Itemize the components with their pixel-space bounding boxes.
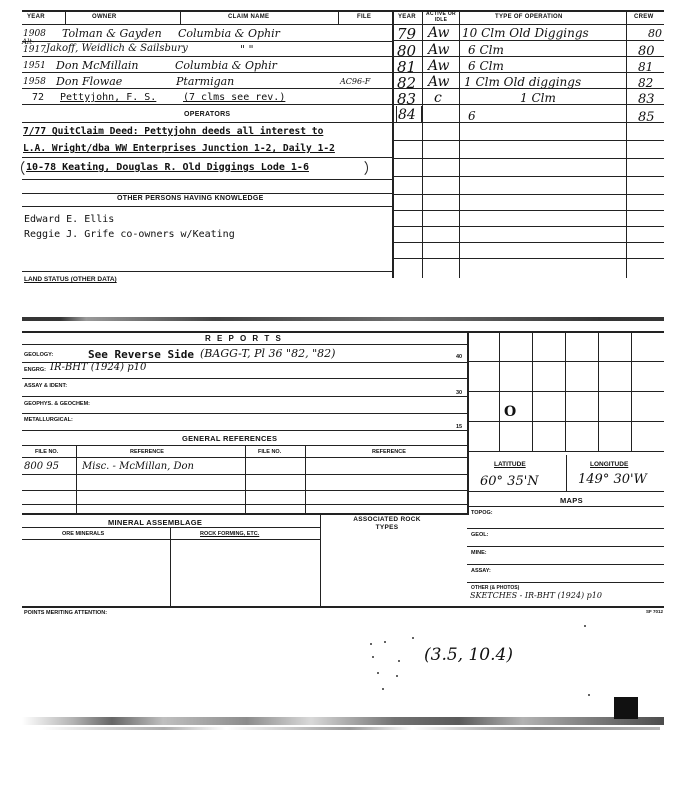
owner-row-2-owner: Jakoff, Weidlich & Sailsbury	[46, 43, 188, 54]
owner-row-3-owner: Don McMillain	[56, 59, 139, 72]
refs-header-reference-1: REFERENCE	[130, 449, 164, 455]
others-person-2: Reggie J. Grife co-owners w/Keating	[24, 229, 235, 240]
scan-band-bottom-2	[40, 727, 660, 730]
refs-row-1-file: 800 95	[24, 461, 59, 472]
geophys-geochem-label: GEOPHYS. & GEOCHEM:	[24, 401, 91, 407]
header-crew: CREW	[634, 14, 654, 20]
form-code: SF 7012	[646, 609, 664, 614]
activity-row-5-active: c	[434, 90, 442, 106]
owner-row-5-owner: Pettyjohn, F. S.	[60, 92, 157, 103]
engrg-value: IR-BHT (1924) p10	[50, 362, 147, 373]
activity-row-5-year: 83	[397, 90, 417, 108]
owner-row-4-year: 1958	[23, 77, 46, 87]
maps-title: MAPS	[560, 496, 583, 505]
associated-rock-types: ASSOCIATED ROCK TYPES	[353, 516, 421, 531]
reports-title: R E P O R T S	[205, 334, 283, 343]
owner-row-3-claim: Columbia & Ophir	[175, 59, 277, 72]
activity-row-4-type: 1 Clm Old diggings	[464, 75, 582, 89]
activity-row-2-active: Aw	[428, 42, 450, 58]
geology-value: See Reverse Side	[88, 348, 194, 361]
refs-row-1-reference: Misc. - McMillan, Don	[82, 461, 194, 472]
maps-geol: GEOL:	[471, 532, 489, 538]
activity-row-2-crew: 80	[638, 44, 655, 59]
grid-mark: O	[504, 404, 517, 420]
others-label: OTHER PERSONS HAVING KNOWLEDGE	[117, 195, 264, 202]
mineral-assemblage-title: MINERAL ASSEMBLAGE	[108, 518, 203, 527]
activity-row-3-year: 81	[397, 58, 417, 76]
owner-row-4-claim: Ptarmigan	[176, 75, 235, 88]
maps-other-value: SKETCHES - IR-BHT (1924) p10	[470, 591, 602, 600]
owner-row-1-year: 1908	[23, 29, 46, 39]
refs-header-file-2: FILE NO.	[258, 449, 282, 455]
owner-row-1-owner: Tolman & Gayden	[62, 27, 162, 40]
header-type-of-operation: TYPE OF OPERATION	[495, 14, 563, 20]
header-claim-name: CLAIM NAME	[228, 14, 270, 20]
operators-line-2: L.A. Wright/dba WW Enterprises Junction 1-2, Daily 1-2	[23, 143, 335, 154]
owner-row-1-claim: Columbia & Ophir	[178, 27, 280, 40]
maps-mine: MINE:	[471, 550, 487, 556]
owner-row-4-file: AC96-F	[340, 77, 371, 86]
activity-row-5-type: 1 Clm	[520, 91, 556, 105]
ore-minerals-label: ORE MINERALS	[62, 531, 105, 537]
engrg-label: ENGRG:	[24, 367, 46, 373]
activity-row-2-type: 6 Clm	[468, 43, 504, 57]
activity-row-4-crew: 82	[638, 76, 654, 90]
owner-row-2-claim: " "	[240, 43, 254, 56]
latitude-value: 60° 35'N	[480, 474, 539, 489]
header-owner: OWNER	[92, 14, 117, 20]
scan-band-top	[22, 317, 664, 321]
metallurgical-label: METALLURGICAL:	[24, 417, 73, 423]
land-status-label: LAND STATUS (OTHER DATA)	[24, 276, 117, 283]
activity-row-6-crew: 85	[638, 110, 655, 125]
margin-number-15: 15	[456, 424, 463, 430]
header-year: YEAR	[27, 14, 45, 20]
longitude-value: 149° 30'W	[578, 472, 647, 487]
activity-row-1-year: 79	[397, 25, 417, 43]
coordinate-note: (3.5, 10.4)	[424, 645, 513, 665]
activity-row-3-active: Aw	[428, 58, 450, 74]
activity-row-3-crew: 81	[638, 60, 654, 74]
others-person-1: Edward E. Ellis	[24, 214, 115, 225]
activity-row-5-crew: 83	[638, 92, 655, 107]
maps-assay: ASSAY:	[471, 568, 491, 574]
maps-other: OTHER (& PHOTOS)	[471, 585, 520, 591]
owner-row-5-claim: (7 clms see rev.)	[183, 92, 286, 103]
assay-ident-label: ASSAY & IDENT:	[24, 383, 68, 389]
activity-row-6-year: 84	[398, 107, 416, 123]
operators-line-3: 10-78 Keating, Douglas R. Old Diggings Lode 1-6	[26, 162, 309, 173]
activity-row-6-type: 6	[468, 109, 476, 123]
scan-band-bottom	[22, 717, 664, 725]
registration-mark	[614, 697, 638, 719]
activity-row-1-type: 10 Clm Old Diggings	[462, 26, 589, 40]
operators-label: OPERATORS	[184, 111, 231, 118]
longitude-label: LONGITUDE	[590, 461, 629, 468]
activity-row-2-year: 80	[397, 42, 417, 60]
refs-header-file-1: FILE NO.	[35, 449, 59, 455]
activity-row-6-year-box	[396, 106, 422, 123]
owner-annotation: Alt-	[22, 38, 35, 46]
points-meriting-attention: POINTS MERITING ATTENTION:	[24, 610, 108, 616]
maps-topog: TOPOG:	[471, 510, 493, 516]
general-references-title: GENERAL REFERENCES	[182, 434, 278, 443]
activity-row-1-active: Aw	[428, 25, 450, 41]
operators-line-3-circle	[21, 158, 368, 178]
activity-row-1-crew: 80	[648, 27, 662, 40]
header-file: FILE	[357, 14, 372, 20]
operators-line-1: 7/77 QuitClaim Deed: Pettyjohn deeds all interest to	[23, 126, 324, 137]
header-active-or-idle: ACTIVE OR IDLE	[426, 11, 456, 23]
owner-row-3-year: 1951	[23, 61, 46, 71]
activity-row-4-active: Aw	[428, 74, 450, 90]
rock-forming-label: ROCK FORMING, ETC.	[200, 531, 260, 537]
latitude-label: LATITUDE	[494, 461, 526, 468]
owner-row-5-year: 72	[32, 92, 45, 103]
header-year-2: YEAR	[398, 14, 416, 20]
owner-row-2-year: 1917	[23, 45, 46, 55]
geology-label: GEOLOGY:	[24, 352, 54, 358]
activity-row-3-type: 6 Clm	[468, 59, 504, 73]
activity-row-4-year: 82	[397, 74, 417, 92]
geology-note: (BAGG-T, Pl 36 "82, "82)	[200, 347, 336, 360]
margin-number-40: 40	[456, 354, 463, 360]
owner-row-4-owner: Don Flowae	[56, 75, 123, 88]
margin-number-30: 30	[456, 390, 463, 396]
refs-header-reference-2: REFERENCE	[372, 449, 406, 455]
